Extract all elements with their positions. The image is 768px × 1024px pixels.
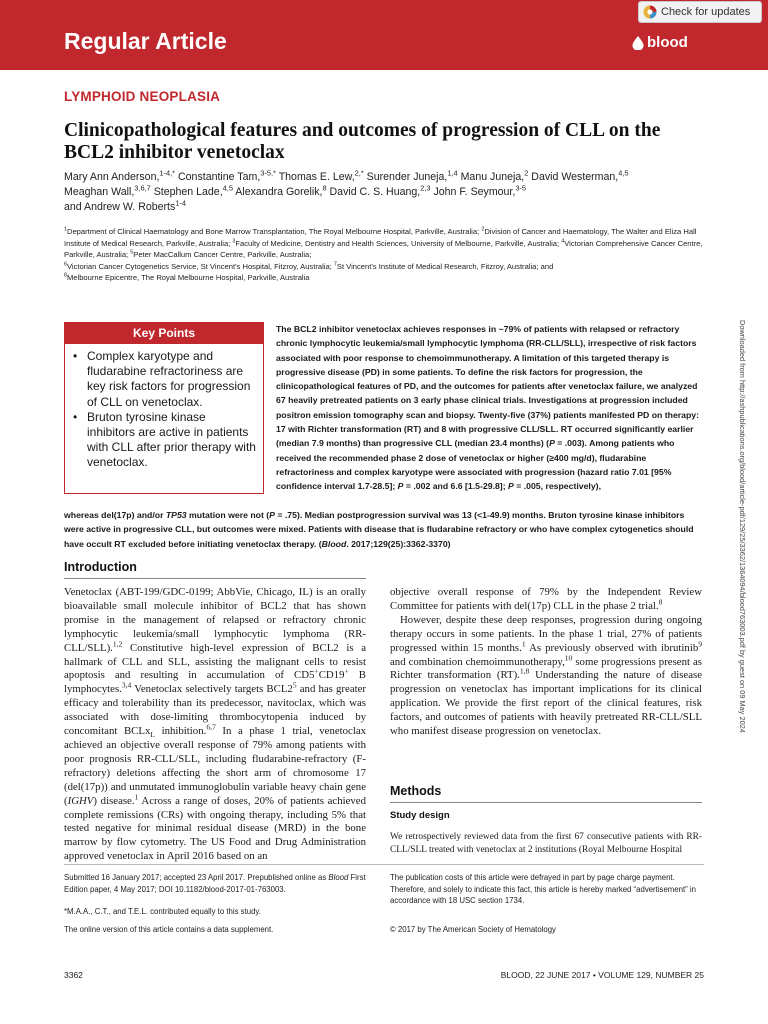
body-text: Venetoclax selectively targets BCL2 [131, 683, 293, 696]
author-name: Mary Ann Anderson, [64, 171, 160, 183]
body-text: We retrospectively reviewed data from the first 67 consecutive patients with RR-CLL/SLL treated with venetoclax at 2 institutions (Royal Melbourne Hospital [390, 832, 702, 855]
abstract-part-1 [276, 322, 704, 494]
author-affiliation-ref: 1-4,* [159, 168, 176, 178]
author-name: John F. Seymour, [433, 186, 516, 198]
reference-citation[interactable]: 8 [658, 597, 663, 607]
body-text: B lymphocytes. [64, 669, 367, 696]
key-points-list [65, 344, 263, 471]
author-name: Surender Juneja, [366, 171, 448, 183]
download-watermark: Downloaded from http://ashpublications.org/blood/article-pdf/129/25/3362/1364094/blood763003.pdf by guest on 09 May 2024 [738, 320, 747, 733]
affiliation-text: Faculty of Medicine, Dentistry and Health Sciences, University of Melbourne, Parkville, Australia; [235, 238, 560, 248]
introduction-column-left [64, 586, 366, 864]
author-name: and Andrew W. Roberts [64, 201, 176, 213]
affiliation-number: 2 [481, 226, 485, 233]
abstract-text: The BCL2 inhibitor venetoclax achieves responses in ~79% of patients with relapsed or refractory chronic lymphocytic leukemia/small lymphocytic lymphoma (RR-CLL/SLL), irrespective of risk factors associated with poor response to chemoimmunotherapy. A limitation of this targeted therapy is progressive disease (PD) in some patients. To define the risk factors for progression, the clinicopathological features of PD, and the outcomes for patients after venetoclax failure, we analyzed 67 heavily pretreated patients on 3 early phase clinical trials. Investigations at progression included positron emission tomography scan and biopsy. Twenty-five (37%) patients manifested PD on therapy: 17 with Richter transformation (RT) and 8 with progressive CLL/SLL. RT occurred significantly earlier (median 7.9 months) than progressive CLL (median 23.4 months) ( [276, 324, 700, 449]
affiliation-list [64, 226, 714, 284]
article-type-banner [0, 0, 768, 70]
stat-symbol: P [549, 438, 555, 449]
methods-text [390, 831, 702, 857]
footnote-text: Submitted 16 January 2017; accepted 23 April 2017. Prepublished online as [64, 873, 329, 882]
introduction-paragraph [390, 614, 702, 739]
affiliation-number: 8 [64, 272, 67, 279]
key-points-box [64, 322, 264, 494]
body-text: objective overall response of 79% by the Independent Review Committee for patients with del(17p) CLL in the phase 2 trial. [390, 586, 702, 612]
key-points-heading: Key Points [65, 323, 263, 344]
abstract-text: = .003). Among patients who received the recommended phase 2 dose of venetoclax or higher (≥400 mg/d), fludarabine refractoriness and complex karyotype were associated with progression (hazard ratio 7.01 [95% confidence interval 1.7-28.5]; [276, 438, 675, 492]
author-affiliation-ref: 4,5 [618, 168, 629, 178]
author-name: Constantine Tam, [178, 171, 261, 183]
journal-name: Blood [321, 538, 347, 549]
body-text: Constitutive high-level expression of BCL2 is a hallmark of CLL and SLL, assisting the malignant cells to resist apoptosis and resulting in accumulation of CD5 [64, 641, 366, 682]
reference-citation[interactable]: 1,2 [112, 639, 123, 649]
author-name: Alexandra Gorelik, [235, 186, 323, 198]
footnote-text: First Edition paper, 4 May 2017; DOI 10.1182/blood-2017-01-763003. [64, 873, 366, 894]
submission-footnote [64, 872, 366, 895]
affiliation-number: 6 [64, 260, 67, 267]
stat-symbol: P [269, 510, 275, 520]
abstract-text: whereas del(17p) and/or [64, 510, 166, 520]
author-list [64, 170, 724, 215]
title-line-2: BCL2 inhibitor venetoclax [64, 142, 285, 163]
footnote-rule [64, 864, 704, 865]
affiliation-number: 1 [64, 226, 67, 233]
section-label: LYMPHOID NEOPLASIA [64, 89, 221, 104]
copyright-notice: © 2017 by The American Society of Hematology [390, 925, 556, 934]
abstract-text: = .002 and 6.6 [1.5-29.8]; [403, 481, 509, 492]
reference-citation[interactable]: 1 [521, 639, 526, 649]
crossmark-icon [643, 5, 657, 19]
introduction-column-right [390, 586, 702, 739]
reference-citation[interactable]: 10 [564, 652, 573, 662]
body-text: ) disease. [93, 794, 135, 807]
subscript-text: L [150, 730, 155, 740]
superscript-plus: + [344, 666, 349, 676]
author-affiliation-ref: 4,5 [222, 183, 233, 193]
abstract-part-2 [64, 508, 704, 551]
methods-rule [390, 802, 702, 803]
author-name: Stephen Lade, [153, 186, 223, 198]
affiliation-number: 3 [232, 237, 236, 244]
methods-heading: Methods [390, 784, 442, 798]
key-point-item: • Bruton tyrosine kinase inhibitors are active in patients with CLL after prior therapy with venetoclax. [73, 410, 257, 471]
abstract-text: mutation were not ( [186, 510, 270, 520]
affiliation-text: Victorian Cancer Cytogenetics Service, St Vincent's Hospital, Fitzroy, Australia; [66, 261, 332, 271]
affiliation-number: 5 [130, 249, 134, 256]
check-for-updates-button[interactable] [638, 1, 762, 23]
body-text: However, despite these deep responses, progression during ongoing therapy occurs in some patients. In the phase 1 trial, 27% of patients progressed within 15 months. [390, 613, 702, 654]
author-affiliation-ref: 8 [322, 183, 327, 193]
stat-symbol: P [508, 481, 514, 492]
article-title [64, 120, 714, 164]
affiliation-text: St Vincent's Institute of Medical Research, Fitzroy, Australia; and [336, 261, 554, 271]
data-supplement-footnote: The online version of this article contains a data supplement. [64, 925, 274, 934]
reference-citation[interactable]: 5 [292, 680, 297, 690]
author-name: Manu Juneja, [460, 171, 525, 183]
title-line-1: Clinicopathological features and outcomes of progression of CLL on the [64, 120, 661, 141]
journal-issue-info: BLOOD, 22 JUNE 2017 • VOLUME 129, NUMBER 25 [500, 970, 704, 980]
gene-name: IGHV [67, 794, 94, 807]
affiliation-text: Peter MacCallum Cancer Centre, Parkville, Australia; [133, 250, 312, 259]
introduction-paragraph [64, 586, 366, 864]
body-text: In a phase 1 trial, venetoclax achieved an objective overall response of 79% among patients with poor prognosis RR-CLL/SLL, including fludarabine-refractory (F-refractory) deletions affecting the short arm of chromosome 17 (del(17p)) and unmutated immunoglobulin variable heavy chain gene ( [64, 725, 367, 807]
stat-symbol: P [397, 481, 404, 492]
author-affiliation-ref: 2 [524, 168, 529, 178]
reference-citation[interactable]: 3,4 [121, 680, 132, 690]
author-name: David C. S. Huang, [329, 186, 421, 198]
body-text: some progressions present as Richter transformation (RT). [390, 655, 703, 682]
author-affiliation-ref: 1,4 [447, 168, 458, 178]
journal-logo [632, 34, 688, 51]
body-text: and has greater efficacy and tolerability than its predecessor, navitoclax, which was associated with dose-limiting thrombocytopenia induced by concomitant BCLx [64, 683, 366, 738]
journal-name: Blood [328, 873, 349, 882]
body-text: Venetoclax (ABT-199/GDC-0199; AbbVie, Chicago, IL) is an orally bioavailable small molecule inhibitor of BCL2 that has shown promise in the management of relapsed or refractory chronic lymphocytic leukemia/small lymphocytic lymphoma (RR-CLL/SLL). [64, 586, 366, 654]
reference-citation[interactable]: 9 [698, 639, 702, 649]
body-text: Understanding the nature of disease progression on venetoclax has important implications for its clinical application. We provide the first report of the clinical features, risk factors, and outcomes of patients with heavily pretreated RR-CLL/SLL who manifest disease progression on venetoclax. [390, 669, 702, 738]
author-affiliation-ref: 1-4 [175, 198, 187, 208]
author-affiliation-ref: 3-5 [515, 183, 527, 193]
author-name: Thomas E. Lew, [278, 171, 355, 183]
affiliation-text: Department of Clinical Haematology and Bone Marrow Transplantation, The Royal Melbourne Hospital, Parkville, Australia; [66, 227, 480, 236]
reference-citation[interactable]: 6,7 [206, 722, 216, 732]
blood-drop-icon [632, 36, 644, 50]
author-affiliation-ref: 2,* [354, 168, 364, 178]
journal-logo-text: blood [647, 34, 688, 51]
affiliation-number: 4 [561, 237, 565, 244]
introduction-heading: Introduction [64, 560, 137, 574]
check-for-updates-label: Check for updates [661, 6, 751, 18]
body-text: Across a range of doses, 20% of patients achieved complete remissions (CRs) with ongoing therapy, including 5% that tested negative for minimal residual disease (MRD) in the bone marrow by flow cytometry. The US Food and Drug Administration approved venetoclax in April 2016 based on an [64, 794, 366, 863]
gene-name: TP53 [165, 510, 187, 520]
author-name: Meaghan Wall, [64, 186, 135, 198]
affiliation-number: 7 [333, 260, 337, 267]
affiliation-text: Division of Cancer and Haematology, The Walter and Eliza Hall Institute of Medical Research, Parkville, Australia; [64, 227, 697, 248]
abstract-citation: . 2017;129(25):3362-3370) [346, 538, 451, 549]
page-number: 3362 [64, 970, 83, 980]
body-text: As previously observed with ibrutinib [525, 641, 699, 654]
introduction-paragraph [390, 586, 702, 614]
reference-citation[interactable]: 1,8 [519, 666, 530, 676]
reference-citation[interactable]: 1 [134, 792, 139, 801]
key-point-item: • Complex karyotype and fludarabine refractoriness are key risk factors for progression of CLL on venetoclax. [73, 349, 257, 410]
abstract-text: = .005, respectively), [513, 481, 601, 492]
author-affiliation-ref: 3,6,7 [134, 183, 151, 193]
banner-title: Regular Article [64, 28, 227, 54]
body-text: and combination chemoimmunotherapy, [390, 655, 565, 668]
introduction-rule [64, 578, 366, 579]
affiliation-text: Victorian Comprehensive Cancer Centre, Parkville, Australia; [64, 238, 703, 259]
body-text: inhibition. [155, 725, 207, 738]
superscript-plus: + [314, 666, 319, 676]
abstract-text: = .75). Median postprogression survival was 13 (<1-49.9) months. Bruton tyrosine kinase inhibitors were active in progressive CLL, but outcomes were mixed. Patients with disease that is fludarabine refractory or who have complex cytogenetics should have occult RT excluded before initiating venetoclax therapy. ( [64, 510, 694, 549]
author-affiliation-ref: 2,3 [420, 183, 431, 193]
author-name: David Westerman, [531, 171, 619, 183]
author-affiliation-ref: 3-5,* [260, 168, 276, 178]
publication-costs-footnote: The publication costs of this article were defrayed in part by page charge payment. Therefore, and solely to indicate this fact, this article is hereby marked “advertisement” in accordance with 18 USC section 1734. [390, 873, 696, 905]
study-design-heading: Study design [390, 810, 450, 821]
body-text: CD19 [318, 669, 345, 682]
affiliation-text: Melbourne Epicentre, The Royal Melbourne Hospital, Parkville, Australia [66, 273, 310, 282]
equal-contribution-footnote: *M.A.A., C.T., and T.E.L. contributed equally to this study. [64, 907, 261, 916]
